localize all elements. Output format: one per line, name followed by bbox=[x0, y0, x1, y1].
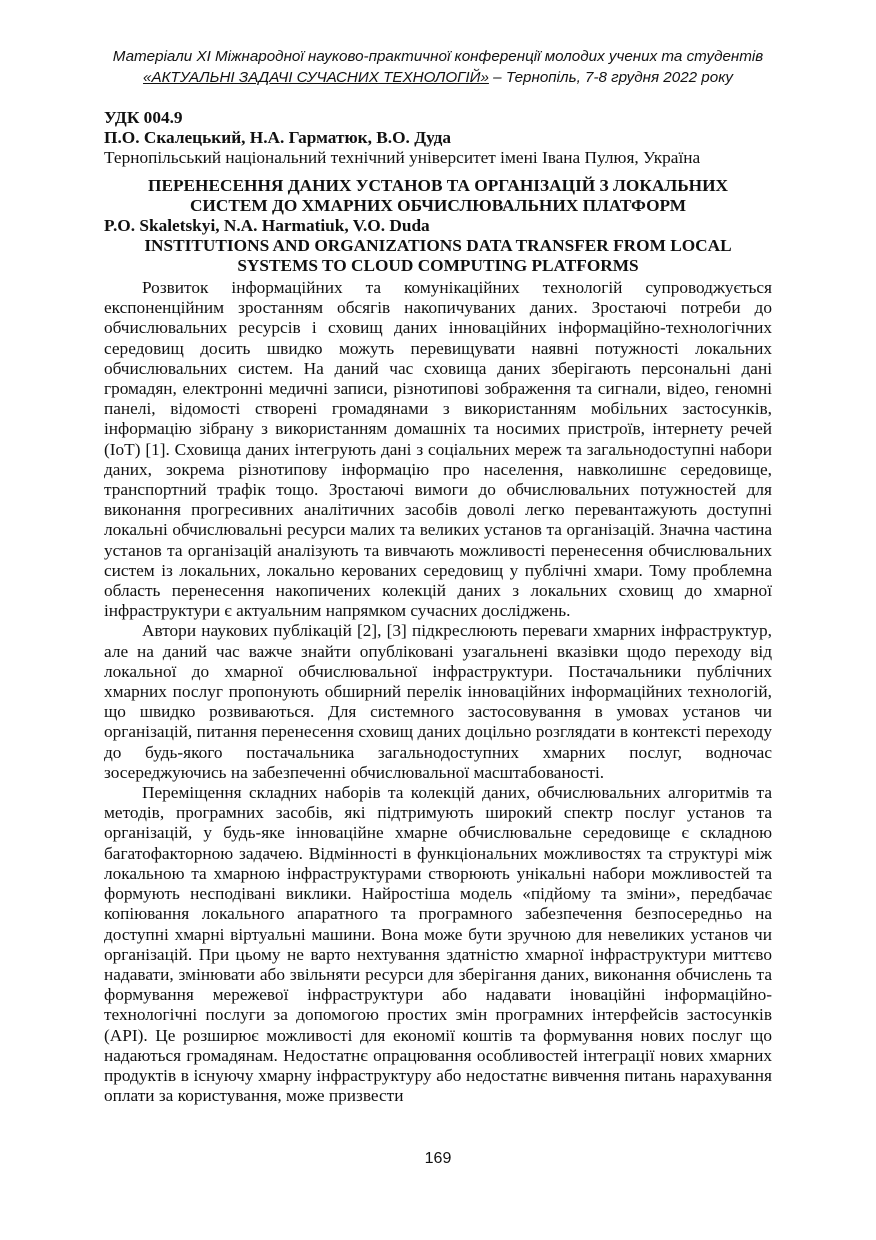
title-english-line-1: INSTITUTIONS AND ORGANIZATIONS DATA TRANSFER FROM LOCAL bbox=[144, 236, 732, 255]
conference-place-date: – Тернопіль, 7-8 грудня 2022 року bbox=[488, 69, 733, 86]
conference-header-line-2 bbox=[60, 68, 816, 88]
title-ukrainian-line-1: ПЕРЕНЕСЕННЯ ДАНИХ УСТАНОВ ТА ОРГАНІЗАЦІЙ З ЛОКАЛЬНИХ bbox=[148, 176, 728, 195]
title-ukrainian-line-2: СИСТЕМ ДО ХМАРНИХ ОБЧИСЛЮВАЛЬНИХ ПЛАТФОРМ bbox=[189, 196, 687, 215]
udk-code: УДК 004.9 bbox=[104, 108, 183, 127]
paragraph-3: Переміщення складних наборів та колекцій даних, обчислювальних алгоритмів та методів, програмних засобів, які підтримують широкий спектр послуг установ та організацій, у будь-яке інноваційне хмарне обчислювальне середовище є складною багатофакторною задачею. Відмінності в функціональних можливостях та структурі між локальною та хмарною інфраструктурами створюють унікальні набори можливостей та формують несподівані виклики. Найростіша модель «підйому та зміни», передбачає копіювання локального апаратного та програмного забезпечення безпосередньо на доступні хмарні віртуальні машини. Вона може бути зручною для невеликих установ чи організацій. При цьому не варто нехтування здатністю хмарної інфраструктури миттєво надавати, змінювати або звільняти ресурси для зберігання даних, виконання обчислень та формування мережевої інфраструктури або надавати іноваційні інформаційно-технологічні послуги за допомогою простих змін програмних інтерфейсів застосунків (API). Це розширює можливості для економії коштів та формування нових послуг що надаються громадянам. Недостатнє опрацювання особливостей інтеграції нових хмарних продуктів в існуючу хмарну інфраструктуру або недостатнє вивчення питань нарахування оплати за користування, може призвести bbox=[104, 783, 772, 1106]
conference-name: «АКТУАЛЬНІ ЗАДАЧІ СУЧАСНИХ ТЕХНОЛОГІЙ» bbox=[143, 69, 489, 86]
affiliation: Тернопільський національний технічний університет імені Івана Пулюя, Україна bbox=[104, 148, 701, 167]
conference-header-line-1: Матеріали XI Міжнародної науково-практичної конференції молодих учених та студентів bbox=[112, 48, 764, 65]
authors-english: P.O. Skaletskyi, N.A. Harmatiuk, V.O. Duda bbox=[104, 216, 430, 235]
paragraph-1: Розвиток інформаційних та комунікаційних технологій супроводжується експоненційним зростанням обсягів накопичуваних даних. Зростаючі потреби до обчислювальних ресурсів і сховищ даних інноваційних інформаційно-технологічних середовищ досить швидко можуть перевищувати наявні потужності локальних обчислювальних систем. На даний час сховища даних зберігають персональні дані громадян, електронні медичні записи, різнотипові зображення та сигнали, відео, геномні панелі, відомості створені громадянами з використанням мобільних застосунків, інформацію зібрану з використанням домашніх та носимих пристроїв, інтернету речей (IoT) [1]. Сховища даних інтегрують дані з соціальних мереж та загальнодоступні набори даних, зокрема різнотипову інформацію про населення, навколишнє середовище, транспортний трафік тощо. Зростаючі вимоги до обчислювальних потужностей для виконання прогресивних аналітичних засобів доволі легко перевантажують доступні локальні обчислювальні ресурси малих та великих установ та організацій. Значна частина установ та організацій аналізують та вивчають можливості перенесення обчислювальних систем із локальних, локально керованих середовищ у публічні хмари. Тому проблемна область перенесення накопичених колекцій даних з локальних сховищ до хмарної інфраструктури є актуальним напрямком сучасних досліджень. bbox=[104, 278, 772, 621]
authors-ukrainian: П.О. Скалецький, Н.А. Гарматюк, В.О. Дуда bbox=[104, 128, 452, 147]
body-text bbox=[104, 278, 772, 1106]
page-number: 169 bbox=[424, 1150, 452, 1167]
paragraph-2: Автори наукових публікацій [2], [3] підкреслюють переваги хмарних інфраструктур, але на даний час важче знайти опубліковані узагальнені вказівки щодо переходу від локальної до хмарної обчислювальної інфраструктури. Постачальники публічних хмарних послуг пропонують обширний перелік інноваційних інформаційних технологій, що швидко розвиваються. Для системного застосовування в умовах установ чи організацій, питання перенесення сховищ даних доцільно розглядати в контексті переходу до будь-якого постачальника загальнодоступних хмарних послуг, водночас зосереджуючись на забезпеченні обчислювальної масштабованості. bbox=[104, 621, 772, 782]
title-english-line-2: SYSTEMS TO CLOUD COMPUTING PLATFORMS bbox=[237, 256, 639, 275]
